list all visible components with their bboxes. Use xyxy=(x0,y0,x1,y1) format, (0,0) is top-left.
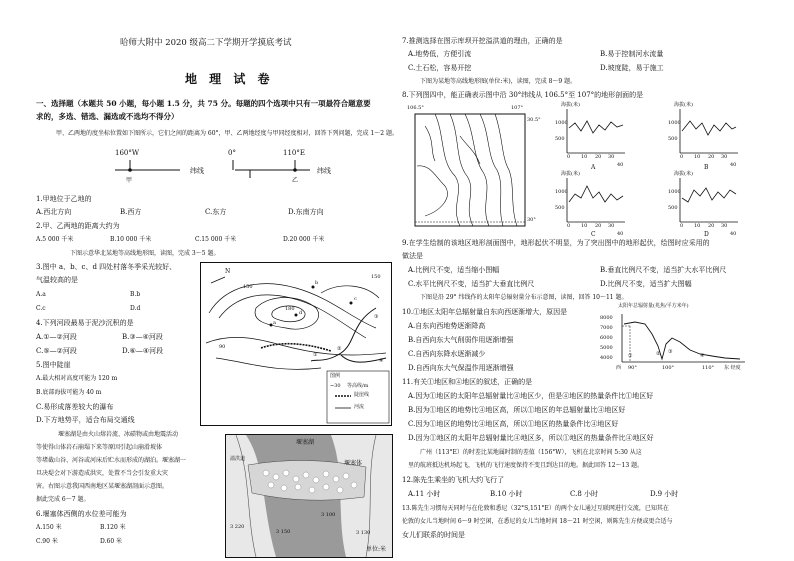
river-mark-3: ③ xyxy=(374,314,379,320)
q6-stem: 6.堰塞体西侧的水位差可能为 xyxy=(36,510,127,518)
north-arrow-label: N xyxy=(225,268,231,275)
q10-option-a[interactable]: A.自东向西地势逐渐降高 xyxy=(408,322,486,330)
q11-stem: 11.有关①地区和④地区的叙述，正确的是 xyxy=(402,378,533,386)
q5-stem: 5.图中陡崖 xyxy=(36,361,71,369)
profile-c-x3: 30 xyxy=(608,223,615,229)
q11-option-a[interactable]: A.因为①地区的太阳年总辐射量比④地区少，但是④地区的热量条件比①地区好 xyxy=(408,392,654,400)
profile-a-y1: 1000 xyxy=(555,120,568,126)
radiation-mark-4: ④ xyxy=(700,353,705,359)
legend-title: 图例 xyxy=(330,373,341,379)
topo-lon-1: 106.5° xyxy=(407,105,424,111)
profile-d-x0: 0 xyxy=(680,223,684,229)
lon-label-1: 160°W xyxy=(115,149,140,157)
legend-river: 河流 xyxy=(354,404,365,410)
q10-stem: 10.①地区太阳年总辐射量自东向西逐渐增大，原因是 xyxy=(402,308,568,316)
q3-option-b[interactable]: B.b xyxy=(130,291,141,298)
q10-option-c[interactable]: C.自西向东降水逐渐减少 xyxy=(408,350,486,358)
intro-q6-l1: 堰塞湖是由火山熔岩流、冰碛物或由地震活动 xyxy=(58,431,179,438)
q9-option-a[interactable]: A.比例尺不变，适当缩小图幅 xyxy=(408,266,500,274)
longitude-diagram xyxy=(95,150,390,190)
contour-map xyxy=(200,262,392,426)
profile-a-x2: 20 xyxy=(595,154,602,160)
profile-d-x1: 10 xyxy=(694,223,701,229)
radiation-chart xyxy=(600,304,750,374)
profile-a-x0: 0 xyxy=(567,154,571,160)
q10-option-b[interactable]: B.自西向东大气削弱作用逐渐增强 xyxy=(408,336,514,344)
q2-option-d[interactable]: D.20 000 千米 xyxy=(283,236,325,243)
profile-b-y2: 500 xyxy=(668,136,678,142)
q5-option-b[interactable]: B.底部海拔可能为 40 m xyxy=(36,389,102,396)
contour-180: 180 xyxy=(285,306,295,312)
q7-option-a[interactable]: A.地势低，方便引流 xyxy=(408,50,472,58)
river-mark-4: ④ xyxy=(379,358,384,364)
profile-a-x4: 40 xyxy=(617,162,624,168)
profile-a-y2: 500 xyxy=(555,136,565,142)
q1-option-c[interactable]: C.东方 xyxy=(205,208,227,216)
profile-d-x4: 40 xyxy=(730,231,737,237)
spillway-label: 溢洪道 xyxy=(230,456,246,462)
q9-option-d[interactable]: D.比例尺不变，适当扩大图幅 xyxy=(600,280,692,288)
q5-option-d[interactable]: D.下方地势平，适合布局交通线 xyxy=(36,416,135,424)
q1-option-a[interactable]: A.西北方向 xyxy=(36,208,72,216)
elev-3100: 3 100 xyxy=(321,512,336,518)
topo-lat-2: 30° xyxy=(527,217,536,223)
q11-option-b[interactable]: B.因为①地区的地势比④地区高，所以①地区的年总辐射量比④地区好 xyxy=(408,406,626,414)
point-yi: 乙 xyxy=(292,177,299,184)
q1-option-b[interactable]: B.西方 xyxy=(120,208,142,216)
q2-option-a[interactable]: A.5 000 千米 xyxy=(36,236,74,243)
q5-option-a[interactable]: A.最大相对高度可能为 120 m xyxy=(36,375,118,382)
q4-option-b[interactable]: B.③—④河段 xyxy=(122,333,163,341)
lake-label: 堰塞湖 xyxy=(296,439,315,446)
q6-option-b[interactable]: B.120 米 xyxy=(100,524,126,531)
elev-3150: 3 150 xyxy=(276,529,291,535)
topographic-map xyxy=(405,106,540,234)
q11-option-c[interactable]: C.因为①地区的地势比④地区高，所以①地区的热量条件比④地区好 xyxy=(408,420,619,428)
lon-label-2: 0° xyxy=(228,149,236,157)
q4-option-a[interactable]: A.①—②河段 xyxy=(36,333,77,341)
profile-a-ylabel: 海拔(米) xyxy=(561,102,580,108)
q9-option-c[interactable]: C.水平比例尺不变，适当扩大垂直比例尺 xyxy=(408,280,535,288)
radiation-x-100: 100° xyxy=(662,365,675,371)
section-heading: 一、选择题（本题共 50 小题，每小题 1.5 分，共 75 分。每题的四个选项中只有一项最符合题意要 xyxy=(36,99,371,108)
q13-stem-l1: 13.陈先生习惯每天同时与在伦敦和悉尼（32°S,151°E）的两个女儿通过互联网进行交流，已知其在 xyxy=(402,505,669,512)
radiation-x-110: 110° xyxy=(702,365,715,371)
profile-d-y1: 1000 xyxy=(668,189,681,195)
intro-q6-l5: 害。右图示意我国西南地区某堰塞湖剖面示意图。 xyxy=(36,483,169,490)
q13-stem-l2: 伦敦的女儿当地时间 6～9 时空闲，在悉尼的女儿当地时间 18～21 时空闲，则陈先生方便或更合适与 xyxy=(402,518,673,525)
village-c: c xyxy=(354,296,357,302)
q7-option-b[interactable]: B.易于控制河水流量 xyxy=(600,50,664,58)
q12-option-a[interactable]: A.11 小时 xyxy=(408,490,441,498)
profile-d-x2: 20 xyxy=(708,223,715,229)
unit-label: 单位:米 xyxy=(366,546,387,553)
contour-90: 90 xyxy=(219,344,226,350)
q6-option-a[interactable]: A.150 米 xyxy=(36,524,62,531)
q7-option-d[interactable]: D.坡度陡，易于施工 xyxy=(600,64,664,72)
section-heading-2: 求的，多选、错选、漏选或不选均不得分） xyxy=(36,112,179,121)
q3-option-c[interactable]: C.c xyxy=(36,305,46,312)
subject-title: 地 理 试 卷 xyxy=(185,72,274,86)
river-mark-1: ① xyxy=(313,352,318,358)
profile-c-label: C xyxy=(591,231,596,238)
profile-a xyxy=(555,103,635,173)
village-d: d xyxy=(299,310,303,316)
profile-d-ylabel: 海拔(米) xyxy=(674,171,693,177)
radiation-east: 东 经度 xyxy=(724,365,741,371)
village-a: a xyxy=(273,320,276,326)
intro-q12-l2: 里的航班抵达机场起飞，飞机的飞行速度保持不变且到达目的地。据此回答 12～13 题。 xyxy=(408,462,644,469)
profile-b-x2: 20 xyxy=(708,154,715,160)
q8-stem: 8.下列图四中，能正确表示图中沿 30°纬线从 106.5°至 107°的地形剖面的是 xyxy=(402,91,644,99)
q10-option-d[interactable]: D.自西向东大气保温作用逐渐增强 xyxy=(408,364,514,372)
profile-b-y1: 1000 xyxy=(668,120,681,126)
q1-stem: 1.甲地位于乙地的 xyxy=(36,195,92,203)
profile-d-x3: 30 xyxy=(721,223,728,229)
q9-option-b[interactable]: B.垂直比例尺不变，适当扩大水平比例尺 xyxy=(600,266,727,274)
q12-stem: 12.陈先生乘坐的飞机大约飞行了 xyxy=(402,476,505,484)
q6-option-c[interactable]: C.90 米 xyxy=(36,538,58,545)
lon-label-3: 110°E xyxy=(283,149,305,157)
profile-c-x2: 20 xyxy=(595,223,602,229)
q13-stem-l3: 女儿们联系的时间是 xyxy=(402,531,465,539)
profile-a-x3: 30 xyxy=(608,154,615,160)
topo-lon-2: 107° xyxy=(511,105,524,111)
q4-option-c[interactable]: C.⑤—②河段 xyxy=(36,347,77,355)
profile-b-x3: 30 xyxy=(721,154,728,160)
lat-label-2: 纬线 xyxy=(317,167,331,175)
profile-c-x4: 40 xyxy=(617,231,624,237)
radiation-mark-3: ③ xyxy=(668,349,673,355)
profile-a-x1: 10 xyxy=(581,154,588,160)
legend-contour-value: ~30 xyxy=(330,383,341,389)
q9-stem-2: 做法是 xyxy=(402,252,423,260)
q2-option-b[interactable]: B.10 000 千米 xyxy=(110,236,152,243)
intro-q3: 下图示意华北某地等高线地形图，读图，完成 3～5 题。 xyxy=(70,250,220,257)
q9-stem: 9.在学生绘制的该地区地形剖面图中，地形起伏不明显，为了突出图中的地形起伏，绘图时应采用的 xyxy=(402,239,710,247)
q6-option-d[interactable]: D.60 米 xyxy=(100,538,123,545)
profile-b-x4: 40 xyxy=(730,162,737,168)
radiation-y-6000: 6000 xyxy=(600,335,613,341)
q4-stem: 4.下列河段最易于泥沙沉积的是 xyxy=(36,319,134,327)
q12-option-d[interactable]: D.9 小时 xyxy=(650,490,679,498)
radiation-y-8000: 8000 xyxy=(600,315,613,321)
profile-d-y2: 500 xyxy=(668,205,678,211)
radiation-west: 西 xyxy=(616,365,622,371)
q2-stem: 2.甲、乙两地的距离大约为 xyxy=(36,222,120,230)
q7-stem: 7.推测选择在图示库坝开挖溢洪道的理由，正确的是 xyxy=(402,37,563,45)
q3-stem-2: 气温较高的是 xyxy=(36,276,78,284)
profile-c-ylabel: 海拔(米) xyxy=(561,171,580,177)
q3-option-a[interactable]: A.a xyxy=(36,291,46,298)
q7-option-c[interactable]: C.土石松，容易开挖 xyxy=(408,64,472,72)
profile-c-x0: 0 xyxy=(567,223,571,229)
intro-q12-l1: 广州（113°E）的时差比某地属时制的差值（156°W），飞机在北京时间 5:30 从这 xyxy=(420,449,642,456)
dam-map xyxy=(225,434,393,558)
intro-q10: 下图是沿 29° 纬线作的太阳年总辐射量分布示意图，读图，回答 10～11 题。 xyxy=(420,294,628,301)
q3-stem: 3.图中 a、b、c、d 四处村落冬季采光较好、 xyxy=(36,263,177,271)
intro-q6-l2: 等使得山体岩石崩塌下来等原因引起山崩滑坡体 xyxy=(36,444,163,451)
intro-q8: 下图为某地等高线地形图(单位:米)，读图，完成 8～9 题。 xyxy=(420,78,577,85)
village-b: b xyxy=(315,280,319,286)
elev-3220: 3 220 xyxy=(230,524,245,530)
intro-q1: 甲、乙两地的度坐标位置如下图所示，它们之间的距离为 60°，甲、乙两地经度与甲同经度相对，回答下列问题，完成 1～2 题。 xyxy=(56,130,398,137)
elev-3130: 3 130 xyxy=(356,530,371,536)
profile-d-label: D xyxy=(704,231,709,238)
contour-150-a: 150 xyxy=(243,284,253,290)
profile-b xyxy=(668,103,748,173)
lat-label-1: 纬线 xyxy=(190,167,204,175)
profile-c-y2: 500 xyxy=(555,205,565,211)
radiation-y-7000: 7000 xyxy=(600,325,613,331)
legend-cliff: 陡崖线 xyxy=(354,392,370,398)
q12-option-c[interactable]: C.8 小时 xyxy=(570,490,599,498)
school-title: 哈师大附中 2020 级高二下学期开学摸底考试 xyxy=(120,38,292,48)
radiation-x-90: 90° xyxy=(628,365,637,371)
q1-option-d[interactable]: D.东南方向 xyxy=(288,208,324,216)
q12-option-b[interactable]: B.10 小时 xyxy=(490,490,523,498)
dam-body-label: 堰塞体 xyxy=(344,460,363,467)
radiation-y-5000: 5000 xyxy=(600,345,613,351)
profile-d xyxy=(668,172,748,242)
q3-option-d[interactable]: D.d xyxy=(130,305,141,312)
q5-option-c[interactable]: C.易形成落差较大的瀑布 xyxy=(36,403,114,411)
q11-option-d[interactable]: D.因为①地区的太阳年总辐射量比④地区多，所以①地区的热量条件比④地区好 xyxy=(408,434,654,442)
intro-q6-l3: 等堵截山谷、河谷或河床后贮水而形成的湖泊。堰塞湖一 xyxy=(36,457,187,464)
profile-b-x1: 10 xyxy=(694,154,701,160)
intro-q6-l4: 旦决堤会对下游造成洪灾，处置不当会引发重大灾 xyxy=(36,470,169,477)
profile-a-label: A xyxy=(591,164,596,171)
profile-b-x0: 0 xyxy=(680,154,684,160)
topo-lat-1: 30.5° xyxy=(527,117,541,123)
contour-150-b: 150 xyxy=(371,274,381,280)
point-jia: 甲 xyxy=(126,177,133,184)
profile-c-x1: 10 xyxy=(581,223,588,229)
river-mark-2: ② xyxy=(337,346,342,352)
q4-option-d[interactable]: D.⑥—④河段 xyxy=(122,347,164,355)
radiation-mark-2: ② xyxy=(656,351,661,357)
radiation-y-4000: 4000 xyxy=(600,355,613,361)
profile-b-label: B xyxy=(704,164,709,171)
profile-c-y1: 1000 xyxy=(555,189,568,195)
profile-c xyxy=(555,172,635,242)
intro-q6-l6: 据此完成 6～7 题。 xyxy=(36,496,90,503)
profile-b-ylabel: 海拔(米) xyxy=(674,102,693,108)
radiation-title: 太阳年总辐射量(兆焦/平方米年) xyxy=(618,303,689,309)
radiation-mark-1: ① xyxy=(628,353,633,359)
legend-contour: 等高线/m xyxy=(347,383,369,389)
q2-option-c[interactable]: C.15 000 千米 xyxy=(195,236,237,243)
